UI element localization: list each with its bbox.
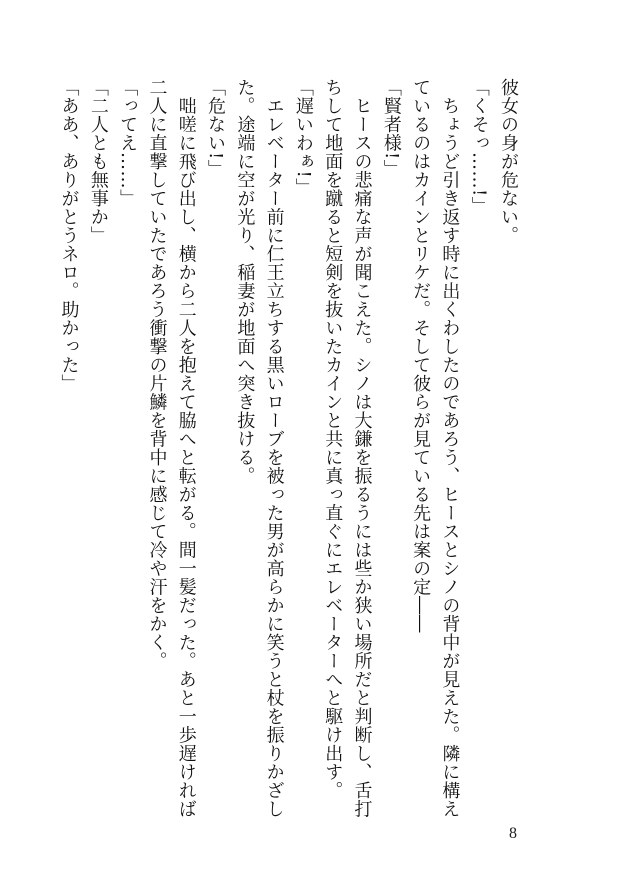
text-line: 「くそっ……!」	[468, 78, 490, 216]
text-line: ヒースの悲痛な声が聞こえた。シノは大鎌を振るうには些か狭い場所だと判断し、舌打	[351, 78, 373, 818]
text-line: 咄嗟に飛び出し、横から二人を抱えて脇へと転がる。間一髪だった。あと一歩遅ければ	[175, 78, 197, 818]
text-line: ているのはカインとリケだ。そして彼らが見ている先は案の定――	[410, 78, 432, 633]
text-line: 彼女の身が危ない。	[498, 78, 519, 245]
page-number: 8	[509, 825, 517, 842]
vertical-text-body	[54, 78, 523, 818]
text-line: ちして地面を蹴ると短剣を抜いたカインと共に真っ直ぐにエレベーターへと駆け出す。	[322, 78, 344, 800]
text-line: エレベーター前に仁王立ちする黒いローブを被った男が高らかに笑うと杖を振りかざし	[263, 78, 285, 818]
text-line: 「賢者様!」	[380, 78, 402, 179]
text-line: 「二人とも無事か」	[87, 78, 109, 245]
text-line: 「ああ、ありがとうネロ。助かった」	[58, 78, 80, 393]
text-line: 二人に直撃していたであろう衝撃の片鱗を背中に感じて冷や汗をかく。	[146, 78, 168, 670]
text-line: 「危ない!」	[205, 78, 227, 179]
text-line: 「ってえ……」	[117, 78, 139, 208]
text-line: ちょうど引き返す時に出くわしたのであろう、ヒースとシノの背中が見えた。隣に構え	[439, 78, 461, 818]
text-line: 「遅いわぁ!」	[292, 78, 314, 197]
text-line: た。途端に空が光り、稲妻が地面へ突き抜ける。	[234, 78, 256, 485]
